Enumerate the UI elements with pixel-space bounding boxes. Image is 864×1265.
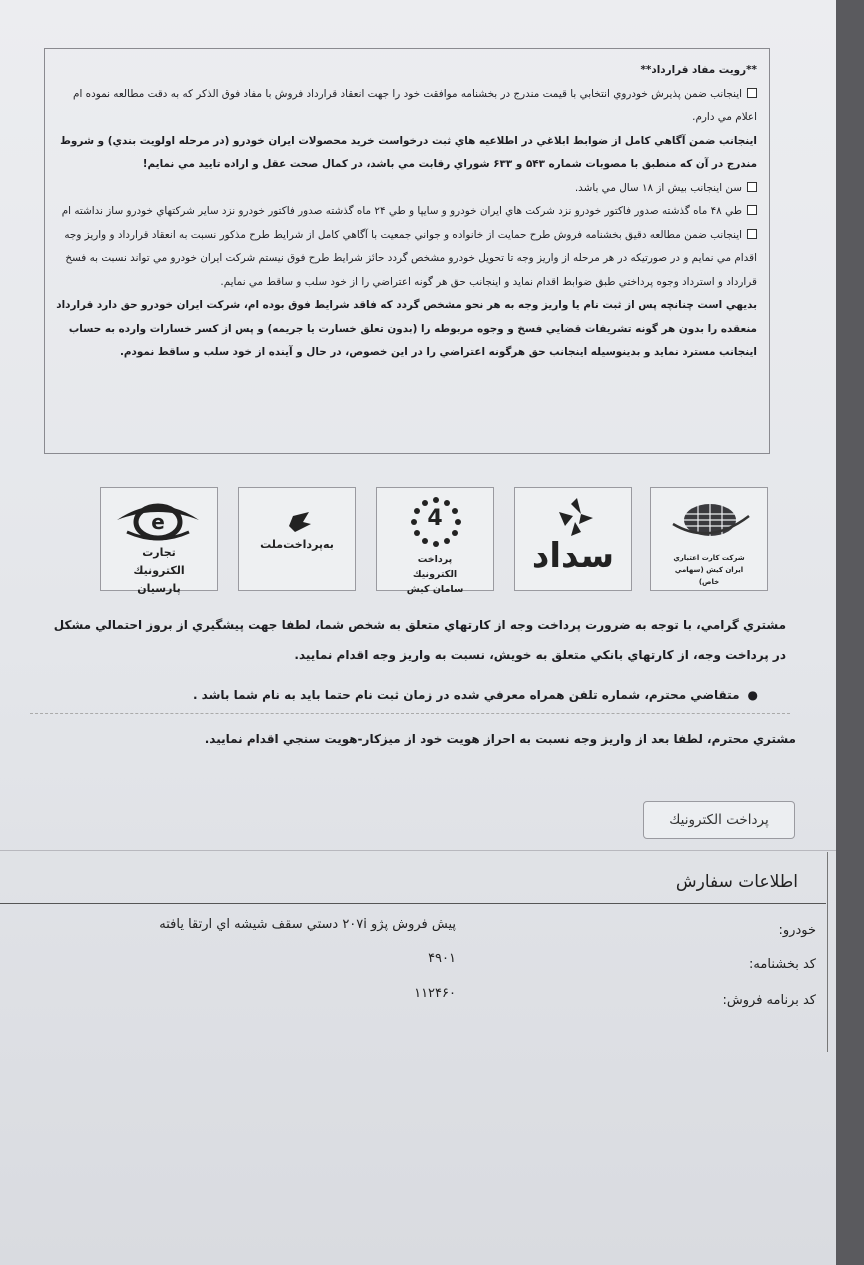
circular-code-label: كد بخشنامه: <box>749 957 816 972</box>
notice-divider <box>30 713 790 714</box>
card-ownership-notice: مشتري گرامي، با توجه به ضرورت پرداخت وجه از كارتهاي متعلق به شخص شما، لطفا جهت پيشگيري از بروز احتمالي مشكل در پرداخت وجه، از كارتهاي بانكي متعلق به خويش، نسبت به واريز وجه اقدام نماييد. <box>53 618 786 662</box>
circular-code-value: ۴۹۰۱ <box>428 951 456 966</box>
mellat-caption: به‌پرداخت‌ملت <box>260 538 334 551</box>
parsian-eye-icon <box>99 488 217 548</box>
irankish-caption: شركت كارت اعتباري ايران كيش (سهامي خاص) <box>673 554 745 586</box>
order-info-title: اطلاعات سفارش <box>675 872 798 892</box>
parsian-caption: تجارت الكترونيك پارسيان <box>133 546 185 595</box>
order-title-underline <box>0 903 826 904</box>
term-item-1: اينجانب ضمن پذيرش خودروي انتخابي با قيمت مندرج در بخشنامه موافقت خود را جهت انعقاد قرارداد فروش با مفاد فوق الذكر كه به دقت مطالعه نموده ام اعلام مي دارم. <box>73 87 757 123</box>
gateway-mellat[interactable] <box>238 487 356 591</box>
phone-notice-item: ●متقاضي محترم، شماره تلفن همراه معرفي شده در زمان ثبت نام حتما بايد به نام شما باشد . <box>192 688 758 702</box>
svg-text:e: e <box>151 510 165 534</box>
electronic-payment-button[interactable]: پرداخت الكترونيك <box>643 801 795 839</box>
term-item-4: طي ۴۸ ماه گذشته صدور فاكتور خودرو نزد شركت هاي ايران خودرو و سايپا و طي ۲۴ ماه گذشته صدور فاكتور خودرو نزد ساير شركتهاي خودرو ساز نداشته ام <box>55 200 757 224</box>
identity-notice: مشتري محترم، لطفا بعد از واريز وجه نسبت به احراز هويت خود از ميزكار-هويت سنجي اقدام نماييد. <box>204 732 796 746</box>
term-item-2: اينجانب ضمن آگاهي كامل از ضوابط ابلاغي در اطلاعيه هاي ثبت درخواست خريد محصولات ايران خودرو (در مرحله اولويت بندي) و شروط مندرج در آن كه منطبق با مصوبات شماره ۵۴۳ و ۶۳۳ شوراي رقابت مي باشد، در كمال صحت عقل و اراده تاييد مي نمايم! <box>60 134 757 170</box>
globe-icon <box>651 494 769 554</box>
gateway-saman[interactable] <box>376 487 494 595</box>
saman-caption: پرداخت الكترونيك سامان كيش <box>406 554 464 595</box>
car-label: خودرو: <box>778 923 816 938</box>
terms-header: **رويت مفاد قرارداد** <box>640 64 757 76</box>
payment-gateways <box>100 487 768 595</box>
sadad-pinwheel-icon <box>515 492 633 542</box>
car-value: پيش فروش پژو ۲۰۷i دستي سقف شيشه اي ارتقا يافته <box>159 917 456 932</box>
sales-program-code-value: ۱۱۲۴۶۰ <box>414 986 456 1001</box>
term-item-6: بديهي است چنانچه پس از ثبت نام يا واريز وجه به هر نحو مشخص گردد كه فاقد شرايط فوق بوده ام، شركت ايران خودرو حق دارد قرارداد منعقده را بدون هر گونه تشريفات قضايي فسخ و وجوه مربوطه را (بدون تعلق خسارت يا جريمه) و پس از كسر خسارات وارده به حساب اينجانب مسترد نمايد و بدينوسيله اينجانب حق هرگونه اعتراضي را در اين خصوص، در حال و آينده از خود سلب و ساقط نمودم. <box>56 299 757 358</box>
term-item-3: سن اينجانب بيش از ۱۸ سال مي باشد. <box>55 177 757 201</box>
term-item-5: اينجانب ضمن مطالعه دقيق بخشنامه فروش طرح حمايت از خانواده و جواني جمعيت با آگاهي كامل از شرايط طرح مذكور نسبت به انعقاد قرارداد و واريز وجه اقدام مي نمايم و در صورتيكه در هر مرحله از واريز وجه تا تحويل خودرو مشخص گردد حائز شرايط طرح فوق نيستم شركت ايران خودرو مي تواند نسبت به فسخ قرارداد و استرداد وجوه پرداختي طبق ضوابط اقدام نمايد و اينجانب حق هر گونه اعتراضي را از خود سلب و ساقط مي نمايم. <box>64 228 757 288</box>
payment-notice <box>46 610 786 710</box>
gateway-sadad[interactable] <box>514 487 632 591</box>
section-divider <box>0 850 836 851</box>
term-checkbox-1[interactable] <box>747 88 757 98</box>
term-checkbox-4[interactable] <box>747 205 757 215</box>
gateway-parsian[interactable] <box>100 487 218 595</box>
contract-terms-box <box>44 48 770 454</box>
term-checkbox-3[interactable] <box>747 182 757 192</box>
sales-program-code-label: كد برنامه فروش: <box>722 993 816 1008</box>
saman-digit: 4 <box>427 506 443 531</box>
bullet-icon: ● <box>747 688 758 702</box>
sadad-wordmark: سداد <box>531 536 615 576</box>
gateway-irankish[interactable] <box>650 487 768 591</box>
term-checkbox-5[interactable] <box>747 229 757 239</box>
